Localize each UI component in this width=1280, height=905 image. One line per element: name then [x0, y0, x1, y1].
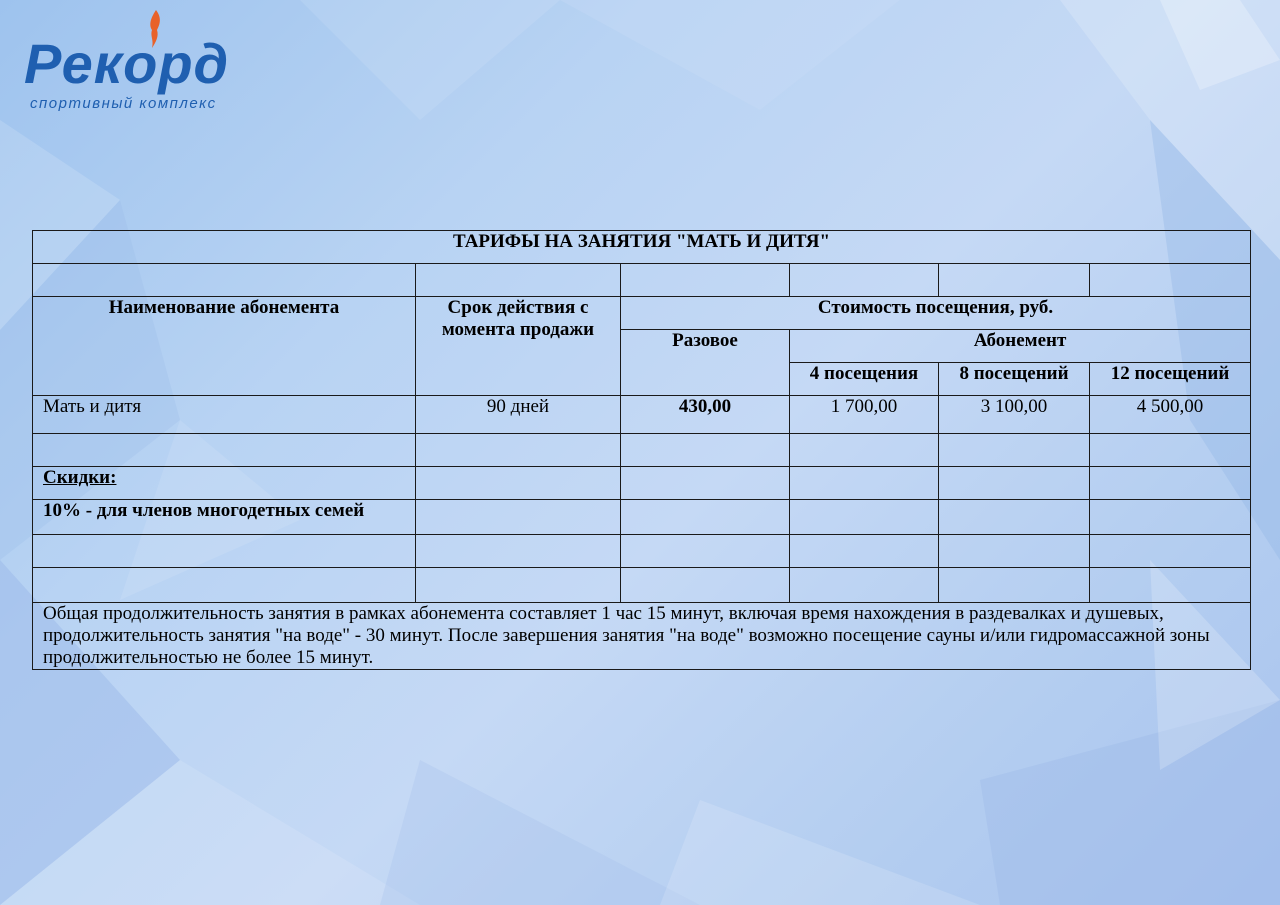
tariffs-table [32, 230, 1251, 670]
table-empty-row [33, 535, 1251, 568]
row-price-12: 4 500,00 [1090, 396, 1251, 434]
table-title-row [33, 231, 1251, 264]
table-row [33, 500, 1251, 535]
table-empty-row [33, 434, 1251, 467]
table-note: Общая продолжительность занятия в рамках абонемента составляет 1 час 15 минут, включая время нахождения в раздевалках и душевых, продолжительность занятия "на воде" - 30 минут. После завершения занятия "на воде" возможно посещение сауны и/или гидромассажной зоны продолжительностью не более 15 минут. [33, 603, 1251, 670]
header-cost: Стоимость посещения, руб. [621, 297, 1251, 330]
header-single: Разовое [621, 330, 790, 396]
table-title: ТАРИФЫ НА ЗАНЯТИЯ "МАТЬ И ДИТЯ" [33, 231, 1251, 264]
table-row [33, 396, 1251, 434]
table-empty-row [33, 264, 1251, 297]
discount-item: 10% - для членов многодетных семей [33, 500, 416, 535]
table-header-row [33, 297, 1251, 330]
row-price-8: 3 100,00 [939, 396, 1090, 434]
header-visits-12: 12 посещений [1090, 363, 1251, 396]
table-row [33, 467, 1251, 500]
header-subscription: Абонемент [790, 330, 1251, 363]
header-visits-4: 4 посещения [790, 363, 939, 396]
logo-wordmark: Рекорд [24, 32, 230, 95]
logo [10, 10, 310, 120]
logo-tagline: спортивный комплекс [30, 95, 217, 112]
header-validity: Срок действия с момента продажи [416, 297, 621, 396]
row-validity: 90 дней [416, 396, 621, 434]
row-price-4: 1 700,00 [790, 396, 939, 434]
row-name: Мать и дитя [33, 396, 416, 434]
discounts-label: Скидки: [33, 467, 416, 500]
table-empty-row [33, 568, 1251, 603]
table-note-row [33, 603, 1251, 670]
row-single-price: 430,00 [621, 396, 790, 434]
header-name: Наименование абонемента [33, 297, 416, 396]
header-visits-8: 8 посещений [939, 363, 1090, 396]
